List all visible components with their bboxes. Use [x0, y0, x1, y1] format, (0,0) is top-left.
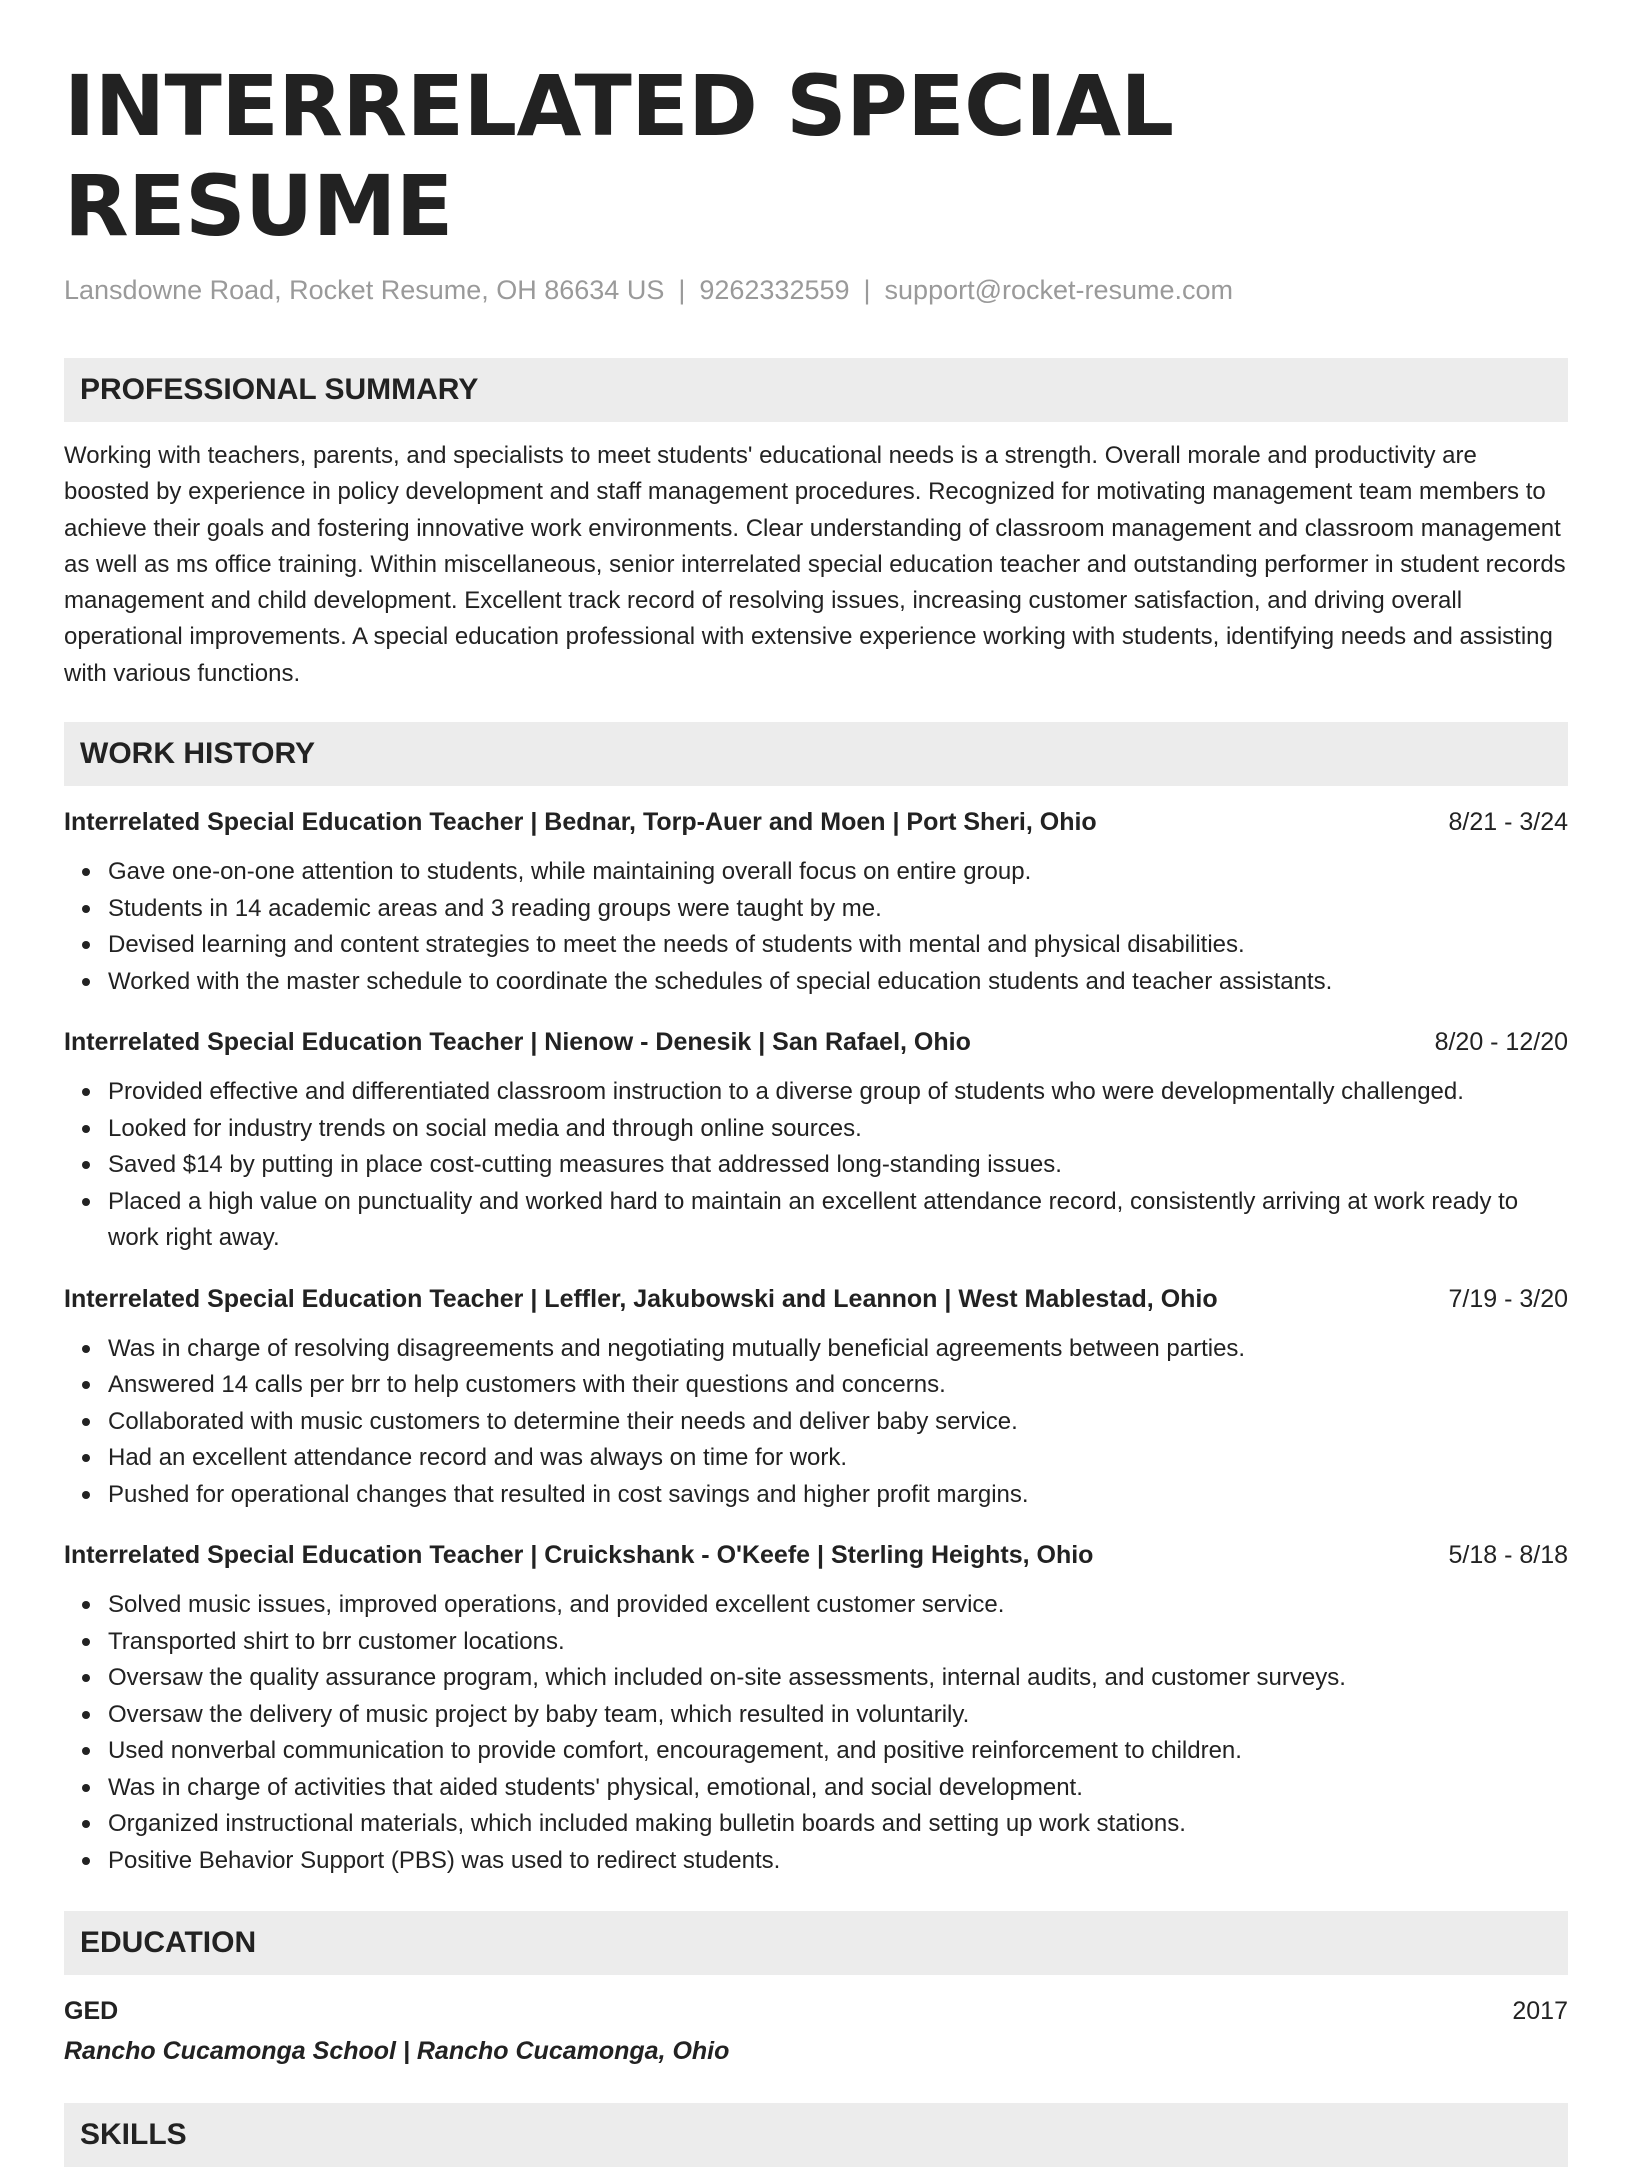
- job-entry: [64, 804, 1568, 1000]
- education-header: [64, 1993, 1568, 2029]
- job-bullet: Worked with the master schedule to coordinate the schedules of special education students and teacher assistants.: [108, 964, 1568, 1001]
- job-header: [64, 1281, 1568, 1317]
- section-title-summary: PROFESSIONAL SUMMARY: [80, 373, 479, 406]
- contact-email: support@rocket-resume.com: [884, 275, 1234, 305]
- job-bullet: Gave one-on-one attention to students, while maintaining overall focus on entire group.: [108, 854, 1568, 891]
- job-title: Interrelated Special Education Teacher | Cruickshank - O'Keefe | Sterling Heights, Ohio: [64, 1541, 1094, 1570]
- job-bullet: Organized instructional materials, which included making bulletin boards and setting up work stations.: [108, 1806, 1568, 1843]
- job-bullet: Saved $14 by putting in place cost-cutting measures that addressed long-standing issues.: [108, 1147, 1568, 1184]
- job-bullets: [64, 1074, 1568, 1257]
- job-bullet: Provided effective and differentiated classroom instruction to a diverse group of students who were developmentally challenged.: [108, 1074, 1568, 1111]
- section-header-skills: [64, 2103, 1568, 2167]
- contact-separator: |: [678, 275, 686, 305]
- job-title: Interrelated Special Education Teacher | Leffler, Jakubowski and Leannon | West Mablestad, Ohio: [64, 1284, 1218, 1313]
- job-dates: 8/20 - 12/20: [1434, 1028, 1568, 1057]
- resume-name: INTERRELATED SPECIAL RESUME: [64, 57, 1174, 255]
- section-title-skills: SKILLS: [80, 2118, 187, 2152]
- education-year: 2017: [1512, 1997, 1568, 2026]
- job-entry: [64, 1281, 1568, 1514]
- job-title: Interrelated Special Education Teacher | Nienow - Denesik | San Rafael, Ohio: [64, 1028, 971, 1057]
- job-bullet: Was in charge of resolving disagreements and negotiating mutually beneficial agreements between parties.: [108, 1331, 1568, 1368]
- job-entry: [64, 1537, 1568, 1879]
- contact-line: [64, 272, 1568, 308]
- education-school: Rancho Cucamonga School | Rancho Cucamonga, Ohio: [64, 2037, 730, 2066]
- job-bullets: [64, 1331, 1568, 1514]
- job-title: Interrelated Special Education Teacher | Bednar, Torp-Auer and Moen | Port Sheri, Ohio: [64, 808, 1097, 837]
- summary-text: Working with teachers, parents, and specialists to meet students' educational needs is a strength. Overall morale and productivity are boosted by experience in policy development and staff management procedures. Recognized for motivating management team members to achieve their goals and fostering innovative work environments. Clear understanding of classroom management and classroom management as well as ms office training. Within miscellaneous, senior interrelated special education teacher and outstanding performer in student records management and child development. Excellent track record of resolving issues, increasing customer satisfaction, and driving overall operational improvements. A special education professional with extensive experience working with students, identifying needs and assisting with various functions.: [64, 442, 1566, 687]
- job-bullet: Students in 14 academic areas and 3 reading groups were taught by me.: [108, 891, 1568, 928]
- job-bullet: Collaborated with music customers to determine their needs and deliver baby service.: [108, 1404, 1568, 1441]
- job-bullet: Positive Behavior Support (PBS) was used to redirect students.: [108, 1843, 1568, 1880]
- section-title-education: EDUCATION: [80, 1926, 257, 1960]
- resume-page: [64, 0, 1568, 2167]
- job-bullet: Oversaw the quality assurance program, which included on-site assessments, internal audits, and customer surveys.: [108, 1660, 1568, 1697]
- job-dates: 7/19 - 3/20: [1448, 1284, 1568, 1313]
- section-header-work-history: [64, 722, 1568, 786]
- section-title-work-history: WORK HISTORY: [80, 737, 316, 771]
- education-entry: [64, 1993, 1568, 2069]
- job-bullet: Placed a high value on punctuality and worked hard to maintain an excellent attendance record, consistently arriving at work ready to work right away.: [108, 1184, 1568, 1257]
- contact-address: Lansdowne Road, Rocket Resume, OH 86634 US: [64, 275, 665, 305]
- job-dates: 8/21 - 3/24: [1448, 808, 1568, 837]
- work-history-list: [64, 804, 1568, 1879]
- job-bullet: Looked for industry trends on social media and through online sources.: [108, 1111, 1568, 1148]
- education-degree: GED: [64, 1997, 119, 2026]
- job-bullet: Was in charge of activities that aided students' physical, emotional, and social development.: [108, 1770, 1568, 1807]
- job-header: [64, 1537, 1568, 1573]
- contact-separator: |: [863, 275, 871, 305]
- job-bullet: Solved music issues, improved operations, and provided excellent customer service.: [108, 1587, 1568, 1624]
- job-bullet: Transported shirt to brr customer locations.: [108, 1624, 1568, 1661]
- job-bullet: Answered 14 calls per brr to help customers with their questions and concerns.: [108, 1367, 1568, 1404]
- section-header-education: [64, 1911, 1568, 1975]
- job-entry: [64, 1024, 1568, 1257]
- job-bullet: Devised learning and content strategies to meet the needs of students with mental and physical disabilities.: [108, 927, 1568, 964]
- job-bullets: [64, 1587, 1568, 1879]
- job-header: [64, 1024, 1568, 1060]
- section-header-summary: [64, 358, 1568, 422]
- job-bullet: Pushed for operational changes that resulted in cost savings and higher profit margins.: [108, 1477, 1568, 1514]
- job-bullet: Had an excellent attendance record and was always on time for work.: [108, 1440, 1568, 1477]
- job-bullet: Used nonverbal communication to provide comfort, encouragement, and positive reinforcement to children.: [108, 1733, 1568, 1770]
- job-header: [64, 804, 1568, 840]
- job-bullet: Oversaw the delivery of music project by baby team, which resulted in voluntarily.: [108, 1697, 1568, 1734]
- contact-phone: 9262332559: [699, 275, 850, 305]
- job-dates: 5/18 - 8/18: [1448, 1541, 1568, 1570]
- job-bullets: [64, 854, 1568, 1000]
